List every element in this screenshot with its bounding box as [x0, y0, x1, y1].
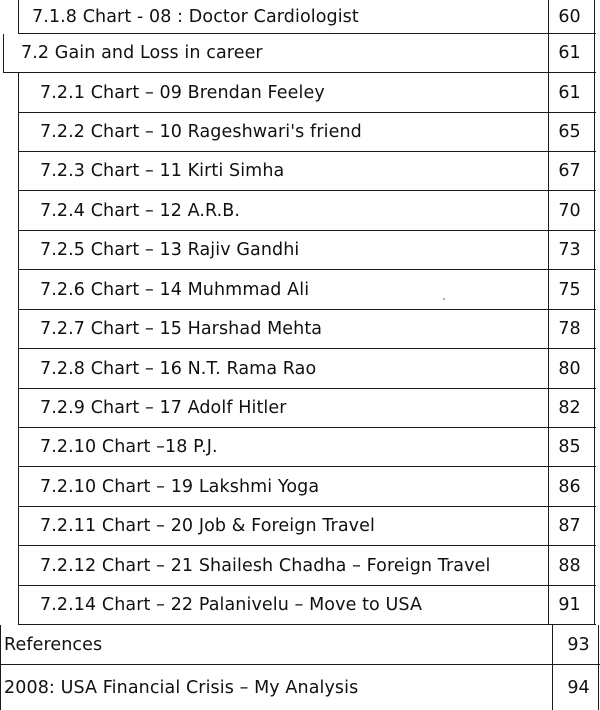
toc-page-number: 60: [558, 6, 581, 27]
row-column-divider: [552, 665, 553, 710]
row-right-border: [594, 113, 595, 151]
row-right-border: [594, 507, 595, 545]
toc-entry-title: 7.2.4 Chart – 12 A.R.B.: [40, 200, 241, 221]
toc-entry-title: References: [4, 634, 103, 655]
toc-page-number: 87: [558, 516, 581, 536]
toc-entry-title: 7.2.5 Chart – 13 Rajiv Gandhi: [40, 240, 300, 260]
toc-page-number: 93: [567, 634, 590, 655]
toc-page-number: 91: [558, 595, 581, 615]
row-right-border: [594, 310, 595, 348]
toc-row[interactable]: [3, 34, 596, 73]
toc-row[interactable]: [18, 191, 596, 231]
row-right-border: [594, 0, 595, 33]
toc-page-number: 86: [558, 476, 581, 497]
toc-row[interactable]: [18, 586, 596, 625]
row-right-border: [594, 389, 595, 427]
toc-entry-title: 7.2.6 Chart – 14 Muhmmad Ali: [40, 279, 310, 300]
row-right-border: [594, 34, 595, 72]
toc-row[interactable]: [0, 625, 600, 665]
toc-row[interactable]: [18, 428, 596, 467]
row-right-border: [594, 467, 595, 506]
toc-entry-title: 7.2.11 Chart – 20 Job & Foreign Travel: [40, 516, 375, 536]
toc-entry-title: 7.2.2 Chart – 10 Rageshwari's friend: [40, 122, 362, 142]
toc-row[interactable]: [18, 389, 596, 428]
row-right-border: [594, 586, 595, 624]
toc-row[interactable]: [18, 0, 596, 34]
toc-page-number: 75: [558, 279, 581, 300]
toc-page-number: 80: [558, 358, 581, 379]
toc-row[interactable]: [18, 467, 596, 507]
toc-page-number: 85: [558, 437, 581, 457]
toc-entry-title: 7.2.3 Chart – 11 Kirti Simha: [40, 161, 285, 181]
toc-page-number: 67: [558, 161, 581, 181]
toc-entry-title: 7.2.7 Chart – 15 Harshad Mehta: [40, 319, 323, 339]
toc-page-number: 82: [558, 398, 581, 418]
toc-page-number: 88: [558, 555, 581, 576]
toc-entry-title: 7.2.9 Chart – 17 Adolf Hitler: [40, 398, 287, 418]
toc-entry-title: 7.2.10 Chart –18 P.J.: [40, 437, 218, 457]
toc-entry-title: 7.2 Gain and Loss in career: [21, 43, 263, 63]
toc-row[interactable]: [18, 152, 596, 191]
toc-row[interactable]: [18, 349, 596, 389]
toc-entry-title: 7.2.12 Chart – 21 Shailesh Chadha – Foreign Travel: [40, 555, 491, 576]
toc-page-number: 61: [558, 82, 581, 103]
row-right-border: [594, 73, 595, 112]
toc-row[interactable]: [0, 665, 600, 710]
toc-page-number: 65: [558, 122, 581, 142]
toc-row[interactable]: [18, 113, 596, 152]
toc-entry-title: 7.1.8 Chart - 08 : Doctor Cardiologist: [32, 6, 359, 27]
toc-row[interactable]: [18, 231, 596, 270]
row-right-border: [594, 231, 595, 269]
toc-row[interactable]: [18, 310, 596, 349]
row-right-border: [594, 152, 595, 190]
row-right-border: [594, 546, 595, 585]
toc-entry-title: 2008: USA Financial Crisis – My Analysis: [4, 677, 359, 698]
toc-page-number: 70: [558, 200, 581, 221]
toc-row[interactable]: [18, 546, 596, 586]
toc-row[interactable]: [18, 507, 596, 546]
toc-page-number: 78: [558, 319, 581, 339]
row-right-border: [594, 428, 595, 466]
toc-entry-title: 7.2.8 Chart – 16 N.T. Rama Rao: [40, 358, 317, 379]
toc-page-number: 73: [558, 240, 581, 260]
toc-row[interactable]: [18, 73, 596, 113]
toc-row[interactable]: [18, 270, 596, 310]
toc-page-number: 61: [558, 43, 581, 63]
toc-entry-title: 7.2.10 Chart – 19 Lakshmi Yoga: [40, 476, 320, 497]
toc-entry-title: 7.2.14 Chart – 22 Palanivelu – Move to USA: [40, 595, 423, 615]
row-right-border: [594, 270, 595, 309]
row-right-border: [594, 191, 595, 230]
row-column-divider: [552, 625, 553, 664]
toc-page-number: 94: [567, 677, 590, 698]
row-right-border: [594, 349, 595, 388]
toc-entry-title: 7.2.1 Chart – 09 Brendan Feeley: [40, 82, 325, 103]
